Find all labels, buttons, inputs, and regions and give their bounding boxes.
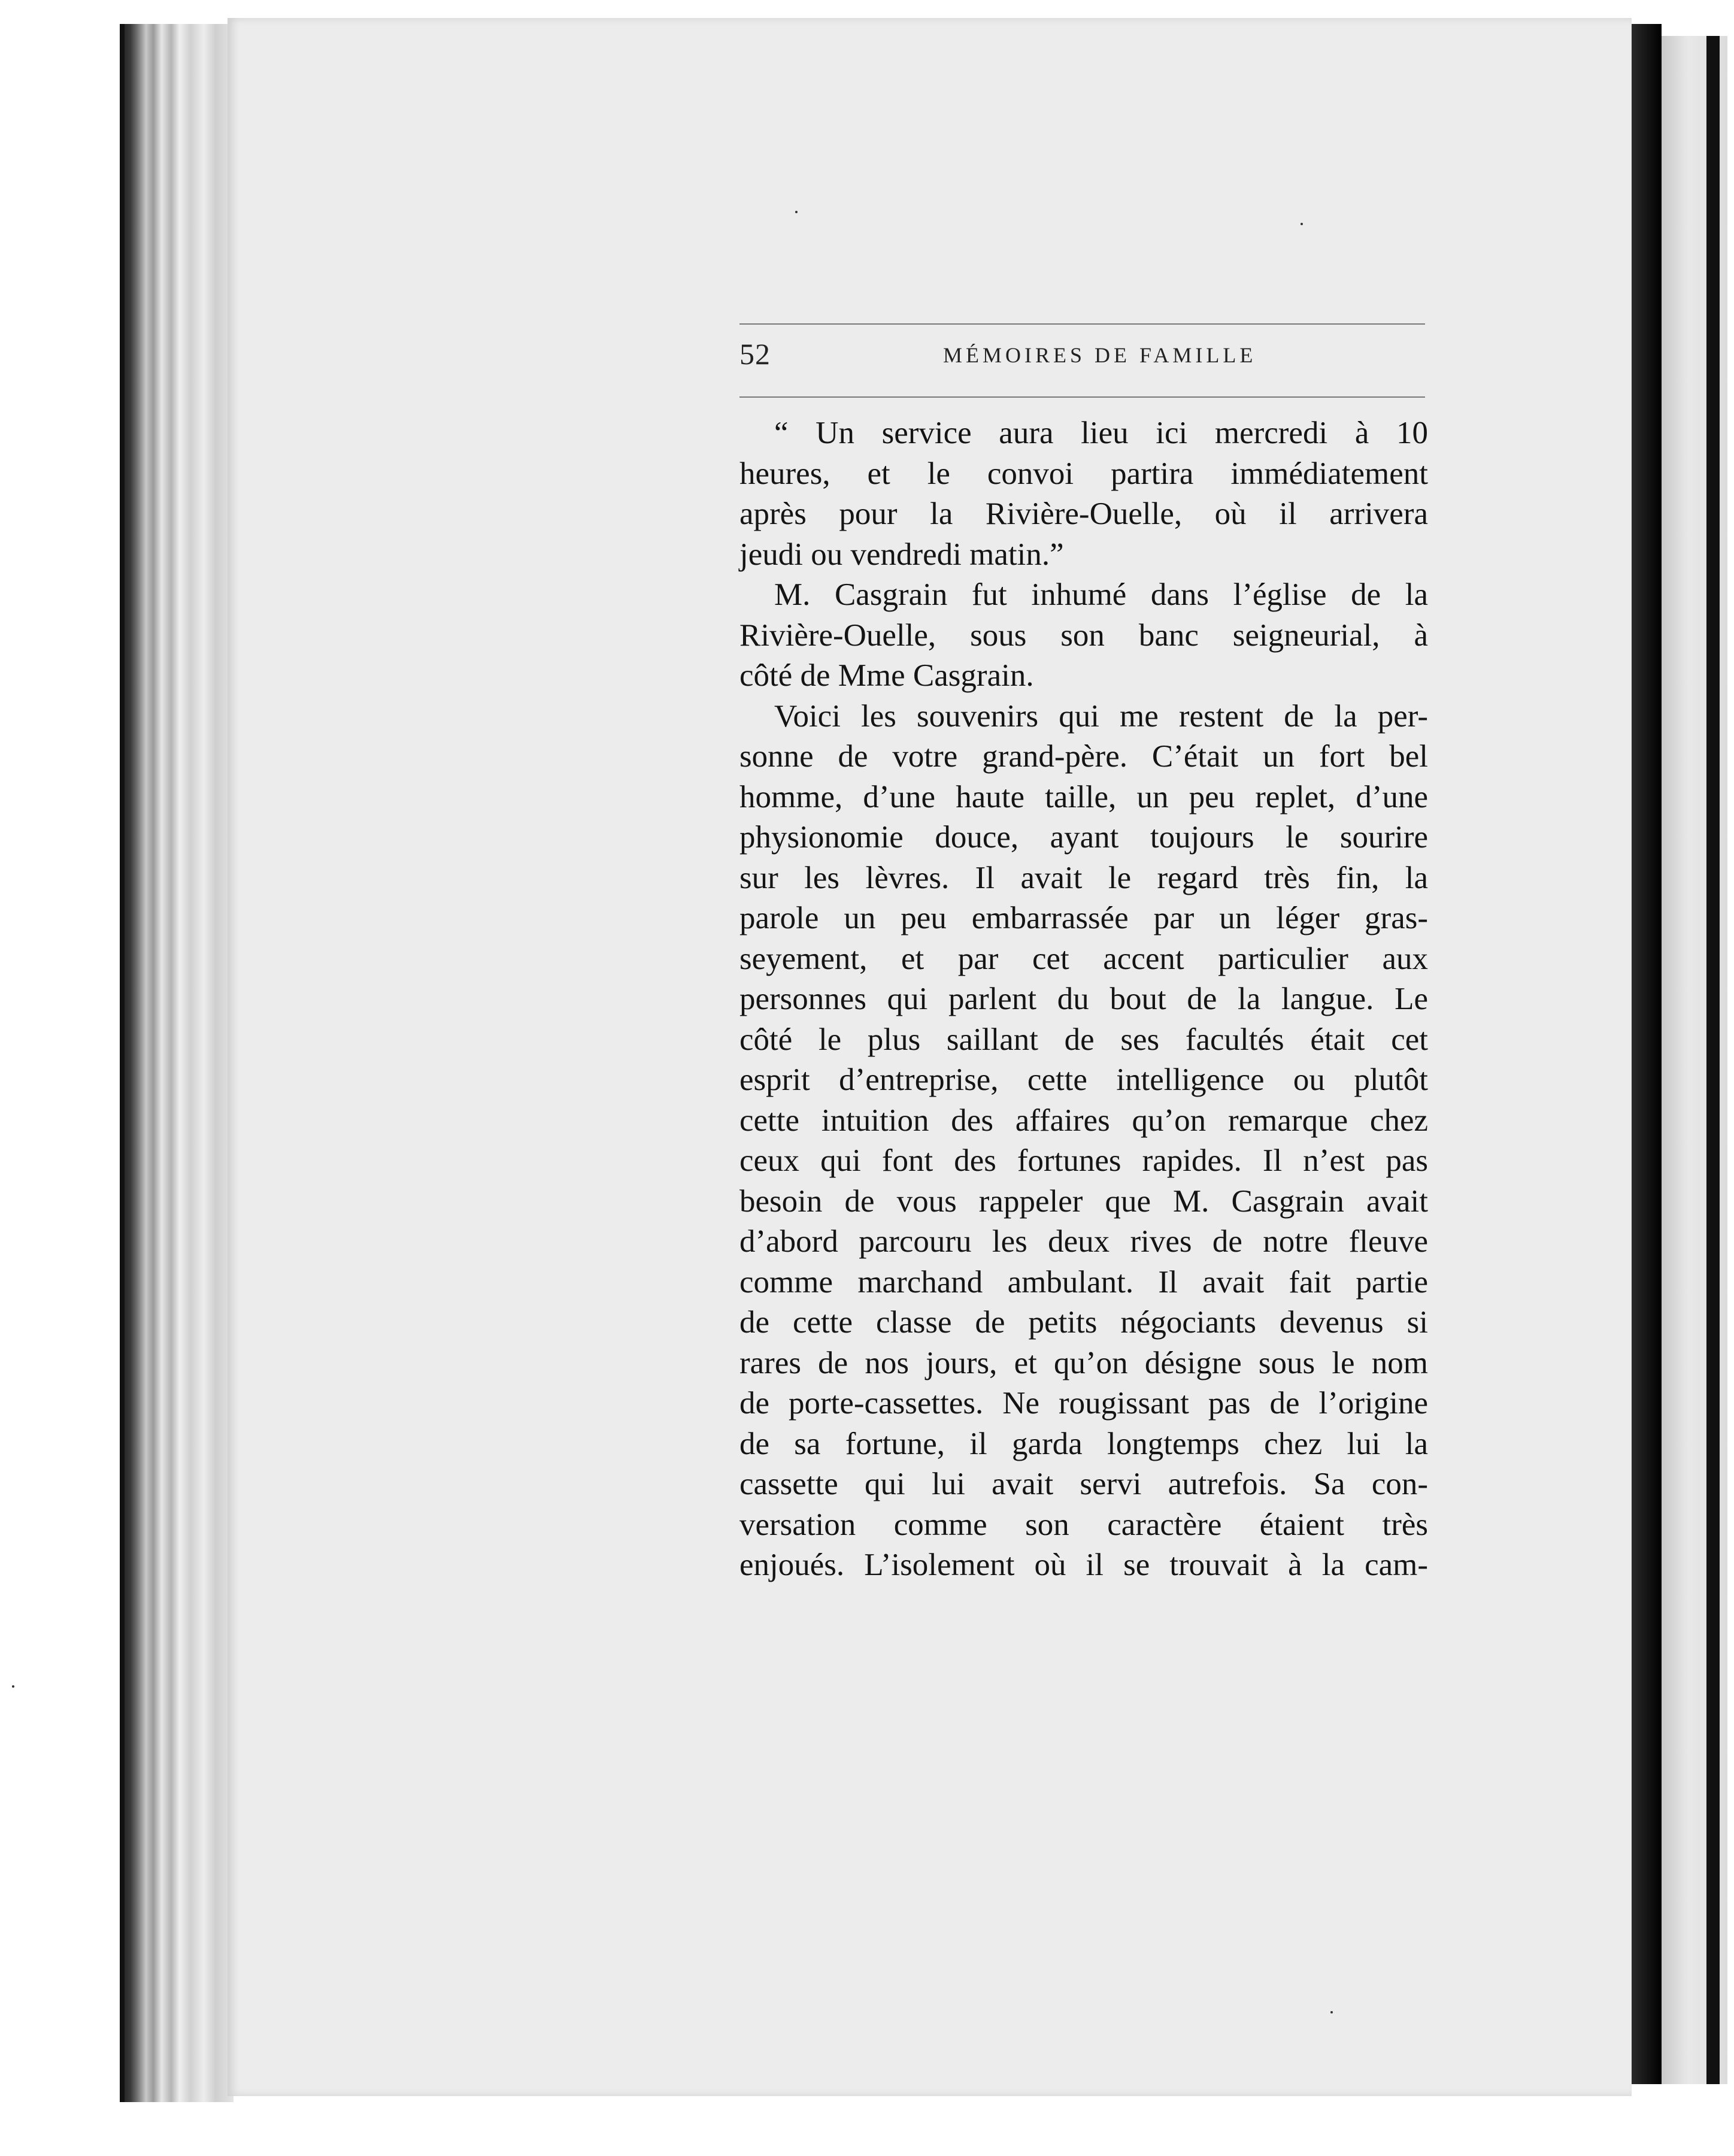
- page-number: 52: [739, 337, 771, 371]
- text-line: besoin de vous rappeler que M. Casgrain avait: [739, 1183, 1428, 1219]
- scan-right-border: [1706, 36, 1720, 2084]
- text-line: de sa fortune, il garda longtemps chez lui la: [739, 1426, 1428, 1461]
- header-bottom-rule: [739, 396, 1425, 398]
- text-line: Voici les souvenirs qui me restent de la per-: [774, 698, 1428, 734]
- gutter-shadow: [1632, 24, 1662, 2084]
- text-line: M. Casgrain fut inhumé dans l’église de la: [774, 577, 1428, 612]
- text-line: jeudi ou vendredi matin.”: [739, 537, 1064, 572]
- header-top-rule: [739, 323, 1425, 325]
- scan-left-border: [120, 24, 125, 2102]
- text-line: côté le plus saillant de ses facultés était cet: [739, 1022, 1428, 1057]
- scan-speck: [1300, 223, 1303, 225]
- text-line: ceux qui font des fortunes rapides. Il n’est pas: [739, 1143, 1428, 1178]
- text-line: Rivière-Ouelle, sous son banc seigneurial, à: [739, 617, 1428, 653]
- text-line: après pour la Rivière-Ouelle, où il arrivera: [739, 496, 1428, 531]
- text-line: sonne de votre grand-père. C’était un fort bel: [739, 739, 1428, 774]
- text-line: enjoués. L’isolement où il se trouvait à la cam-: [739, 1548, 1428, 1582]
- text-line: physionomie douce, ayant toujours le sourire: [739, 820, 1428, 855]
- text-line: homme, d’une haute taille, un peu replet, d’une: [739, 779, 1428, 814]
- text-line: comme marchand ambulant. Il avait fait partie: [739, 1264, 1428, 1300]
- text-line: seyement, et par cet accent particulier aux: [739, 941, 1428, 976]
- text-line: cette intuition des affaires qu’on remarque chez: [739, 1103, 1428, 1138]
- text-line: sur les lèvres. Il avait le regard très fin, la: [739, 860, 1428, 895]
- text-line: parole un peu embarrassée par un léger gras-: [739, 901, 1428, 935]
- text-line: d’abord parcouru les deux rives de notre fleuve: [739, 1224, 1428, 1259]
- text-line: cassette qui lui avait servi autrefois. Sa con-: [739, 1467, 1428, 1501]
- scan-speck: [12, 1685, 14, 1688]
- scan-speck: [1330, 2011, 1333, 2013]
- text-line: de porte-cassettes. Ne rougissant pas de l’origine: [739, 1386, 1428, 1421]
- text-line: personnes qui parlent du bout de la langue. Le: [739, 982, 1428, 1016]
- book-spine-page-edges: [120, 24, 234, 2102]
- text-line: rares de nos jours, et qu’on désigne sous le nom: [739, 1345, 1428, 1380]
- text-line: esprit d’entreprise, cette intelligence ou plutôt: [739, 1062, 1428, 1097]
- scan-speck: [795, 211, 798, 213]
- text-line: côté de Mme Casgrain.: [739, 658, 1034, 693]
- body-text: [739, 413, 1428, 1586]
- text-line: heures, et le convoi partira immédiatement: [739, 456, 1428, 491]
- text-line: versation comme son caractère étaient très: [739, 1507, 1428, 1542]
- text-line: “ Un service aura lieu ici mercredi à 10: [774, 416, 1428, 450]
- running-head: MÉMOIRES DE FAMILLE: [943, 343, 1257, 367]
- page-header: [739, 337, 1425, 378]
- text-line: de cette classe de petits négociants devenus si: [739, 1305, 1428, 1340]
